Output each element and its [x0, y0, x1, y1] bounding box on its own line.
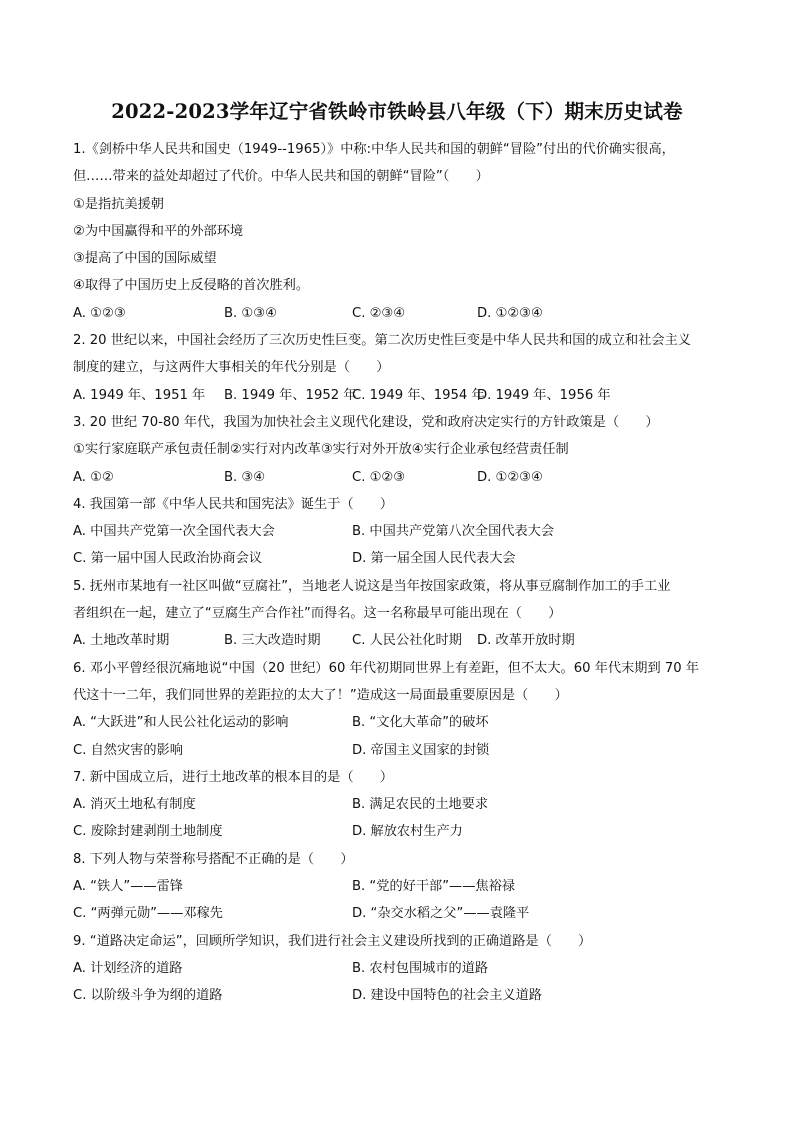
options-row	[73, 955, 733, 982]
option-c[interactable]: C. “两弹元勋”——邓稼先	[73, 906, 223, 922]
question-1	[73, 136, 733, 327]
option-d[interactable]: D. ①②③④	[477, 469, 543, 485]
option-b[interactable]: B. ①③④	[224, 305, 277, 321]
question-stem: 制度的建立，与这两件大事相关的年代分别是（ ）	[73, 360, 390, 376]
options-row	[73, 382, 733, 409]
question-stem: 8. 下列人物与荣誉称号搭配不正确的是（ ）	[73, 851, 354, 867]
options-row	[73, 300, 733, 327]
options-row	[73, 709, 733, 736]
option-b[interactable]: B. 农村包围城市的道路	[352, 960, 489, 976]
option-a[interactable]: A. “大跃进”和人民公社化运动的影响	[73, 715, 289, 731]
question-list	[73, 136, 733, 1010]
option-b[interactable]: B. 三大改造时期	[224, 633, 321, 649]
question-stem: 2. 20 世纪以来，中国社会经历了三次历史性巨变。第二次历史性巨变是中华人民共和国的成立和社会主义	[73, 333, 691, 349]
question-7	[73, 764, 733, 846]
options-row	[73, 818, 733, 845]
option-c[interactable]: C. 废除封建剥削土地制度	[73, 824, 223, 840]
options-row	[73, 545, 733, 572]
statement-item: ①实行家庭联产承包责任制②实行对内改革③实行对外开放④实行企业承包经营责任制	[73, 442, 569, 458]
statement-item: ①是指抗美援朝	[73, 196, 164, 212]
page-title: 2022-2023学年辽宁省铁岭市铁岭县八年级（下）期末历史试卷	[111, 100, 683, 123]
option-d[interactable]: D. 解放农村生产力	[352, 824, 463, 840]
option-c[interactable]: C. ①②③	[352, 469, 406, 485]
option-b[interactable]: B. 1949 年、1952 年	[224, 387, 357, 403]
options-row	[73, 982, 733, 1009]
option-a[interactable]: A. 1949 年、1951 年	[73, 387, 206, 403]
options-row	[73, 518, 733, 545]
question-3	[73, 409, 733, 491]
option-a[interactable]: A. “铁人”——雷锋	[73, 879, 183, 895]
option-b[interactable]: B. 满足农民的土地要求	[352, 797, 489, 813]
option-a[interactable]: A. 中国共产党第一次全国代表大会	[73, 524, 275, 540]
option-d[interactable]: D. ①②③④	[477, 305, 543, 321]
options-row	[73, 627, 733, 654]
option-b[interactable]: B. 中国共产党第八次全国代表大会	[352, 524, 555, 540]
question-stem: 9. “道路决定命运”，回顾所学知识，我们进行社会主义建设所找到的正确道路是（ ）	[73, 933, 592, 949]
statement-item: ③提高了中国的国际威望	[73, 251, 217, 267]
option-a[interactable]: A. ①②③	[73, 305, 126, 321]
option-a[interactable]: A. 消灭土地私有制度	[73, 797, 196, 813]
option-c[interactable]: C. ②③④	[352, 305, 406, 321]
statement-item: ④取得了中国历史上反侵略的首次胜利。	[73, 278, 310, 294]
options-row	[73, 737, 733, 764]
option-a[interactable]: A. 土地改革时期	[73, 633, 170, 649]
option-b[interactable]: B. “文化大革命”的破坏	[352, 715, 489, 731]
option-a[interactable]: A. ①②	[73, 469, 114, 485]
question-stem: 5. 抚州市某地有一社区叫做“豆腐社”，当地老人说这是当年按国家政策，将从事豆腐制作加工的手工业	[73, 578, 671, 594]
option-d[interactable]: D. 帝国主义国家的封锁	[352, 742, 490, 758]
question-9	[73, 928, 733, 1010]
option-c[interactable]: C. 自然灾害的影响	[73, 742, 183, 758]
option-d[interactable]: D. 改革开放时期	[477, 633, 575, 649]
question-stem: 者组织在一起，建立了“豆腐生产合作社”而得名。这一名称最早可能出现在（ ）	[73, 606, 562, 622]
option-c[interactable]: C. 1949 年、1954 年	[352, 387, 485, 403]
question-6	[73, 655, 733, 764]
question-2	[73, 327, 733, 409]
question-stem: 代这十一二年，我们同世界的差距拉的太大了！”造成这一局面最重要原因是（ ）	[73, 687, 568, 703]
question-stem: 6. 邓小平曾经很沉痛地说“中国（20 世纪）60 年代初期同世界上有差距，但不太大。60 年代末期到 70 年	[73, 660, 699, 676]
option-d[interactable]: D. 第一届全国人民代表大会	[352, 551, 516, 567]
question-8	[73, 846, 733, 928]
options-row	[73, 900, 733, 927]
options-row	[73, 791, 733, 818]
option-d[interactable]: D. 1949 年、1956 年	[477, 387, 611, 403]
option-d[interactable]: D. 建设中国特色的社会主义道路	[352, 988, 542, 1004]
statement-item: ②为中国赢得和平的外部环境	[73, 223, 244, 239]
question-stem: 4. 我国第一部《中华人民共和国宪法》诞生于（ ）	[73, 496, 394, 512]
option-c[interactable]: C. 以阶级斗争为纲的道路	[73, 988, 223, 1004]
question-stem: 3. 20 世纪 70-80 年代，我国为加快社会主义现代化建设，党和政府决定实行的方针政策是（ ）	[73, 414, 659, 430]
options-row	[73, 464, 733, 491]
option-c[interactable]: C. 第一届中国人民政治协商会议	[73, 551, 263, 567]
question-4	[73, 491, 733, 573]
question-stem: 1.《剑桥中华人民共和国史（1949--1965）》中称:中华人民共和国的朝鲜“冒险”付出的代价确实很高，	[73, 142, 675, 157]
option-b[interactable]: B. ③④	[224, 469, 266, 485]
options-row	[73, 873, 733, 900]
question-stem: 7. 新中国成立后，进行土地改革的根本目的是（ ）	[73, 769, 394, 785]
question-stem: 但……带来的益处却超过了代价。中华人民共和国的朝鲜“冒险”（ ）	[73, 169, 489, 185]
option-b[interactable]: B. “党的好干部”——焦裕禄	[352, 879, 515, 895]
option-d[interactable]: D. “杂交水稻之父”——袁隆平	[352, 906, 530, 922]
question-5	[73, 573, 733, 655]
option-c[interactable]: C. 人民公社化时期	[352, 633, 462, 649]
option-a[interactable]: A. 计划经济的道路	[73, 960, 183, 976]
